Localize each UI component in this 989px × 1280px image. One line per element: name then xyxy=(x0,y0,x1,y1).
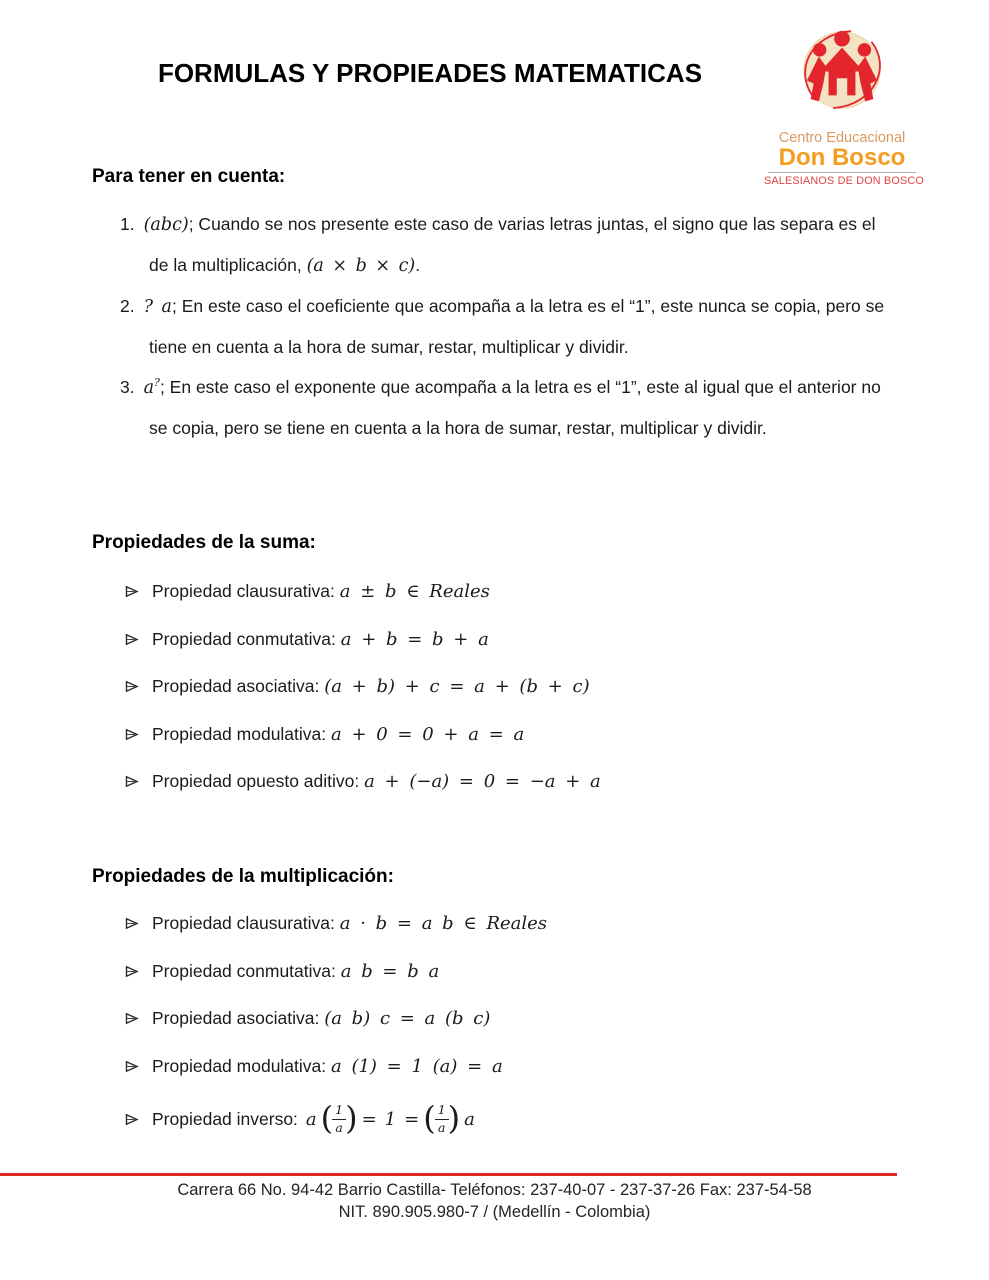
school-logo xyxy=(764,20,924,187)
property-formula: (a + b) + c = a + (b + c) xyxy=(324,676,590,697)
fraction-numerator: 1 xyxy=(435,1103,449,1119)
property-label: Propiedad clausurativa: xyxy=(152,581,340,601)
property-label: Propiedad inverso: xyxy=(152,1108,298,1129)
math-number: 1 xyxy=(384,1108,397,1130)
property-row xyxy=(125,1008,905,1030)
property-formula: a + b = b + a xyxy=(340,628,489,650)
math-var: a xyxy=(464,1108,475,1130)
property-row xyxy=(125,913,905,935)
open-paren: ( xyxy=(320,1099,334,1137)
footer xyxy=(0,1179,989,1223)
arrow-bullet-icon xyxy=(125,633,139,646)
open-paren: ( xyxy=(423,1099,436,1137)
property-formula: a + 0 = 0 + a = a xyxy=(331,723,525,745)
inline-math: ? a xyxy=(143,297,172,317)
math-operator: = xyxy=(361,1108,377,1130)
property-formula: a (1) = 1 (a) = a xyxy=(331,1055,503,1077)
arrow-bullet-icon xyxy=(125,1113,139,1126)
math-operator: = xyxy=(404,1108,420,1130)
page-title: FORMULAS Y PROPIEADES MATEMATICAS xyxy=(157,58,703,88)
property-formula: a ± b ∈ Reales xyxy=(339,581,490,602)
arrow-bullet-icon xyxy=(125,917,139,930)
property-formula: (a b) c = a (b c) xyxy=(324,1008,491,1029)
property-row xyxy=(125,676,905,698)
logo-centro-educacional-text: Centro Educacional xyxy=(778,130,906,146)
mult-list xyxy=(125,913,905,1167)
item-number: 2. xyxy=(120,296,135,316)
property-formula: a + (−a) = 0 = −a + a xyxy=(364,771,601,792)
item-text: ; En este caso el exponente que acompaña a la letra es el “1”, este al igual que el anterior no se copia, pero se tiene en cuenta a la hora de sumar, restar, multiplicar y dividir. xyxy=(149,377,881,438)
logo-divider xyxy=(768,172,916,173)
note-item xyxy=(120,367,886,448)
property-label: Propiedad opuesto aditivo: xyxy=(152,771,365,791)
suma-heading: Propiedades de la suma: xyxy=(92,532,316,553)
property-row xyxy=(125,629,905,651)
property-formula-fraction xyxy=(302,1099,479,1137)
property-formula: a · b = a b ∈ Reales xyxy=(339,913,548,934)
arrow-bullet-icon xyxy=(125,728,139,741)
suma-list xyxy=(125,581,905,819)
property-label: Propiedad conmutativa: xyxy=(152,960,341,981)
item-number: 1. xyxy=(120,214,135,234)
notes-heading: Para tener en cuenta: xyxy=(92,166,286,187)
close-paren: ) xyxy=(345,1099,358,1137)
arrow-bullet-icon xyxy=(125,775,139,788)
fraction xyxy=(332,1103,346,1135)
notes-list xyxy=(120,204,886,448)
inline-math: a xyxy=(143,378,155,398)
property-label: Propiedad modulativa: xyxy=(152,723,331,744)
property-label: Propiedad asociativa: xyxy=(152,676,325,696)
arrow-bullet-icon xyxy=(125,680,139,693)
item-text: ; Cuando se nos presente este caso de varias letras juntas, el signo que las separa es el de la multiplicación, xyxy=(149,214,876,275)
arrow-bullet-icon xyxy=(125,965,139,978)
fraction-numerator: 1 xyxy=(332,1103,346,1119)
math-var: a xyxy=(305,1108,317,1130)
arrow-bullet-icon xyxy=(125,1012,139,1025)
footer-address: Carrera 66 No. 94-42 Barrio Castilla- Teléfonos: 237-40-07 - 237-37-26 Fax: 237-54-58 xyxy=(177,1181,812,1199)
note-item xyxy=(120,204,886,286)
logo-don-bosco-text: Don Bosco xyxy=(778,144,906,171)
inline-math-superscript: ? xyxy=(154,376,160,390)
property-row xyxy=(125,581,905,603)
inline-math: (abc) xyxy=(143,215,189,235)
note-item xyxy=(120,286,886,367)
property-row xyxy=(125,1056,905,1078)
property-label: Propiedad modulativa: xyxy=(152,1055,331,1076)
item-text: ; En este caso el coeficiente que acompaña a la letra es el “1”, este nunca se copia, pero se tiene en cuenta a la hora de sumar, restar, multiplicar y dividir. xyxy=(149,296,885,357)
logo-salesianos-text: SALESIANOS DE DON BOSCO xyxy=(764,175,924,187)
footer-rule xyxy=(0,1173,897,1176)
item-text: . xyxy=(415,255,421,275)
fraction xyxy=(435,1103,449,1135)
property-row-inverso xyxy=(125,1097,905,1141)
property-formula: a b = b a xyxy=(340,960,440,982)
property-row xyxy=(125,961,905,983)
arrow-bullet-icon xyxy=(125,1060,139,1073)
mult-heading: Propiedades de la multiplicación: xyxy=(92,866,394,887)
close-paren: ) xyxy=(447,1099,461,1137)
footer-nit: NIT. 890.905.980-7 / (Medellín - Colombia) xyxy=(338,1203,651,1221)
don-bosco-emblem-icon xyxy=(786,20,898,126)
arrow-bullet-icon xyxy=(125,585,139,598)
property-label: Propiedad conmutativa: xyxy=(152,628,341,649)
property-row xyxy=(125,724,905,746)
inline-math: (a × b × c) xyxy=(306,256,416,276)
property-label: Propiedad asociativa: xyxy=(152,1008,325,1028)
fraction-denominator: a xyxy=(437,1119,446,1135)
property-label: Propiedad clausurativa: xyxy=(152,913,340,933)
property-row xyxy=(125,771,905,793)
fraction-denominator: a xyxy=(335,1119,343,1135)
item-number: 3. xyxy=(120,377,135,397)
